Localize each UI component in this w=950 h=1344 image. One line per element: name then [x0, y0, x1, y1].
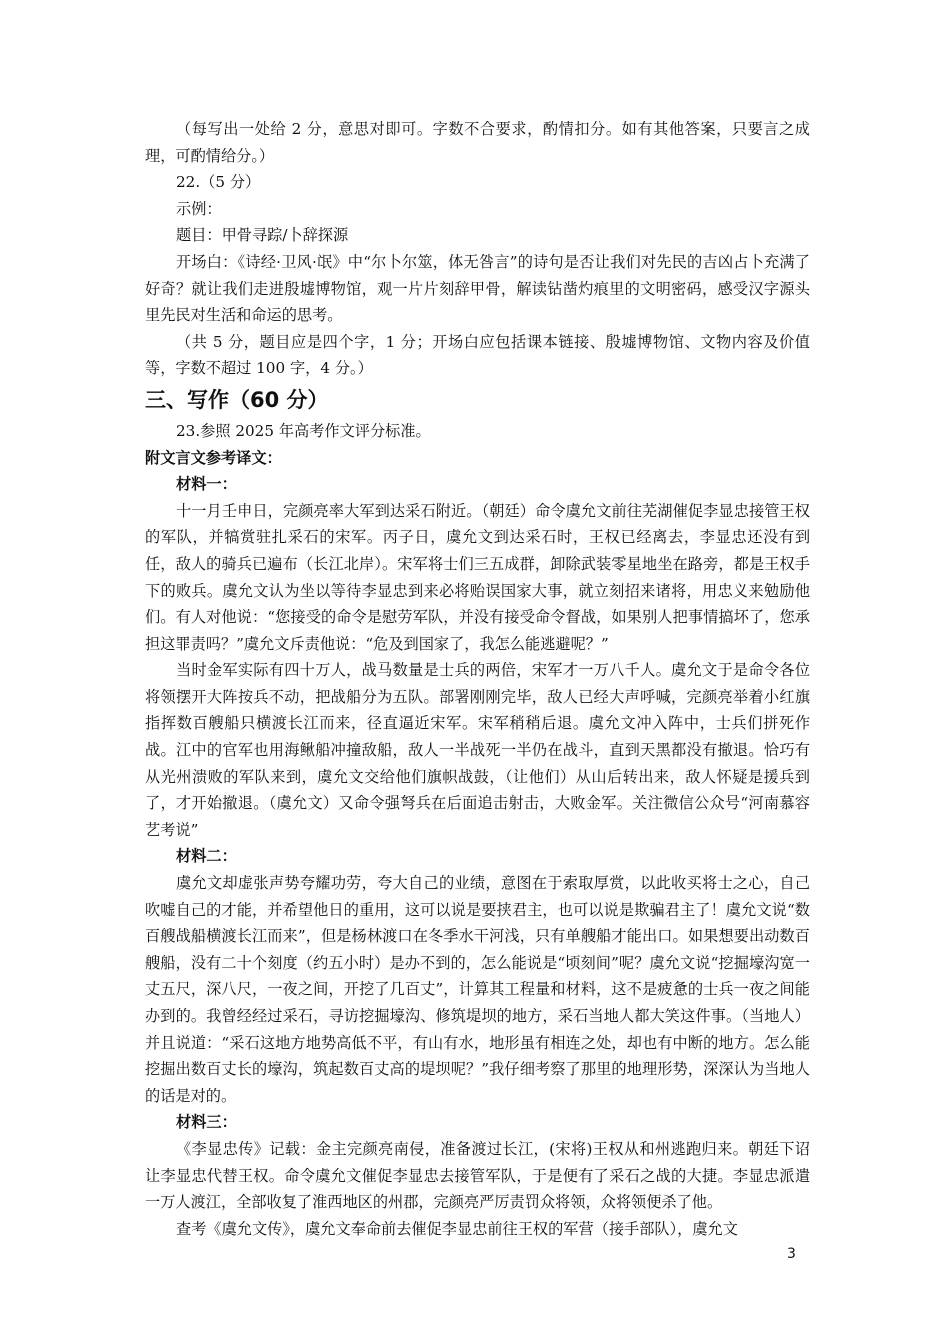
material-3-paragraph: 查考《虞允文传》，虞允文奉命前去催促李显忠前往王权的军营（接手部队），虞允文: [176, 1219, 738, 1238]
material-1-paragraph: 十一月壬申日，完颜亮率大军到达采石附近。（朝廷）命令虞允文前往芜湖催促李显忠接管王权的军队，并犒赏驻扎采石的宋军。丙子日，虞允文到达采石时，王权已经离去，李显忠还没有到任，敌人的骑兵已遍布（长江北岸）。宋军将士们三五成群，卸除武装零星地坐在路旁，都是王权手下的败兵。虞允文认为坐以等待李显忠到来必将贻误国家大事，就立刻招来诸将，用忠义来勉励他们。有人对他说：“您接受的命令是慰劳军队，并没有接受命令督战，如果别人把事情搞坏了，您承担这罪责吗？”虞允文斥责他说：“危及到国家了，我怎么能逃避呢？”: [145, 501, 810, 653]
material-1-paragraph: 当时金军实际有四十万人，战马数量是士兵的两倍，宋军才一万八千人。虞允文于是命令各位将领摆开大阵按兵不动，把战船分为五队。部署刚刚完毕，敌人已经大声呼喊，完颜亮举着小红旗指挥数百艘船只横渡长江而来，径直逼近宋军。宋军稍稍后退。虞允文冲入阵中，士兵们拼死作战。江中的官军也用海鳅船冲撞敌船，敌人一半战死一半仍在战斗，直到天黑都没有撤退。恰巧有从光州溃败的军队来到，虞允文交给他们旗帜战鼓，（让他们）从山后转出来，敌人怀疑是援兵到了，才开始撤退。（虞允文）又命令强弩兵在后面追击射击，大败金军。关注微信公众号“河南慕容艺考说”: [145, 661, 810, 839]
material-1-label: 材料一：: [176, 475, 237, 494]
material-2-label: 材料二：: [176, 847, 237, 866]
question-22-heading: 22.（5 分）: [176, 173, 261, 192]
question-22-scoring: （共 5 分，题目应是四个字，1 分；开场白应包括课本链接、殷墟博物馆、文物内容及价值等，字数不超过 100 字，4 分。）: [145, 332, 810, 378]
example-opening: 开场白：《诗经·卫风·氓》中“尔卜尔筮，体无咎言”的诗句是否让我们对先民的吉凶占卜充满了好奇？就让我们走进殷墟博物馆，观一片片刻辞甲骨，解读钻凿灼痕里的文明密码，感受汉字源头里先民对生活和命运的思考。: [145, 252, 810, 325]
material-3-label: 材料三：: [176, 1113, 237, 1132]
example-label: 示例：: [176, 199, 222, 218]
question-23: 23.参照 2025 年高考作文评分标准。: [176, 421, 431, 440]
appendix-heading: 附文言文参考译文：: [145, 448, 282, 467]
document-body: [145, 116, 810, 1242]
section-3-heading: 三、写作（60 分）: [145, 387, 329, 412]
material-3-paragraph: 《李显忠传》记载：金主完颜亮南侵，准备渡过长江，(宋将)王权从和州逃跑归来。朝廷下诏让李显忠代替王权。命令虞允文催促李显忠去接管军队，于是便有了采石之战的大捷。李显忠派遣一万人渡江，全部收复了淮西地区的州郡，完颜亮严厉责罚众将领，众将领便杀了他。: [145, 1139, 810, 1212]
material-2-paragraph: 虞允文却虚张声势夸耀功劳，夸大自己的业绩，意图在于索取厚赏，以此收买将士之心，自己吹嘘自己的才能，并希望他日的重用，这可以说是要挟君主，也可以说是欺骗君主了！虞允文说“数百艘战船横渡长江而来”，但是杨林渡口在冬季水干河浅，只有单艘船才能出口。如果想要出动数百艘船，没有二十个刻度（约五小时）是办不到的，怎么能说是“顷刻间”呢？虞允文说“挖掘壕沟宽一丈五尺，深八尺，一夜之间，开挖了几百丈”，计算其工程量和材料，这不是疲惫的士兵一夜之间能办到的。我曾经经过采石，寻访挖掘壕沟、修筑堤坝的地方，采石当地人都大笑这件事。（当地人）并且说道：“采石这地方地势高低不平，有山有水，地形虽有相连之处，却也有中断的地方。怎么能挖掘出数百丈长的壕沟，筑起数百丈高的堤坝呢？”我仔细考察了那里的地理形势，深深认为当地人的话是对的。: [145, 874, 810, 1105]
scoring-note: （每写出一处给 2 分，意思对即可。字数不合要求，酌情扣分。如有其他答案，只要言之成理，可酌情给分。）: [145, 120, 810, 165]
example-title: 题目：甲骨寻踪/卜辞探源: [176, 226, 349, 245]
page-number: 3: [787, 1246, 796, 1262]
